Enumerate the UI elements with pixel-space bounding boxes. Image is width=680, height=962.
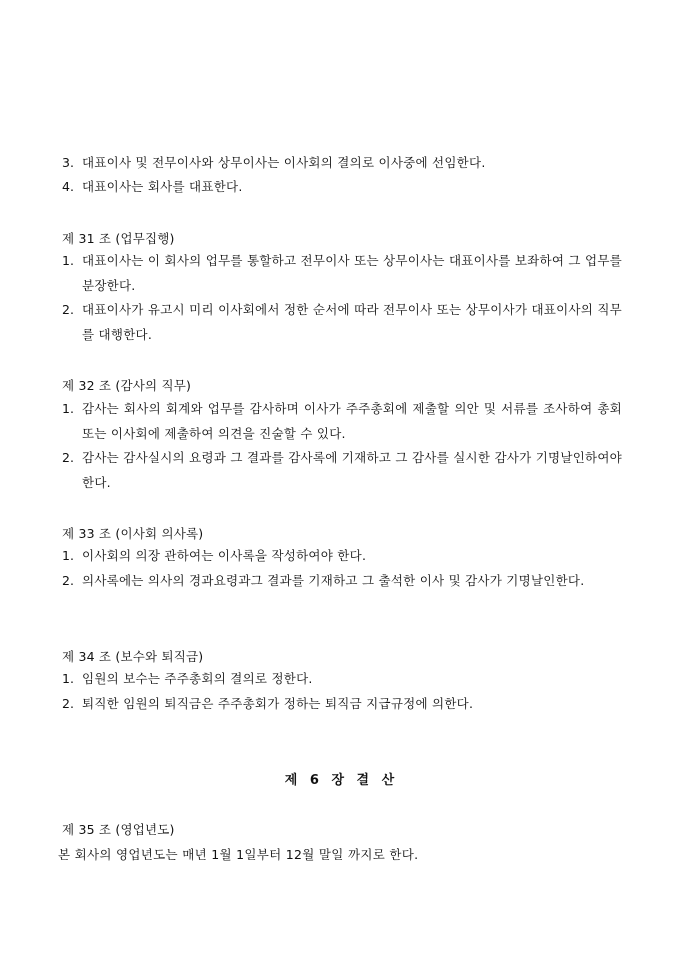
article30-item-4 bbox=[62, 175, 622, 200]
article35-body: 본 회사의 영업년도는 매년 1월 1일부터 12월 말일 까지로 한다. bbox=[58, 847, 419, 862]
item-number: 1. bbox=[62, 401, 74, 416]
article33-item-1 bbox=[62, 544, 622, 569]
article33-heading: 제 33 조 (이사회 의사록) bbox=[62, 526, 204, 541]
article32-item-1 bbox=[62, 397, 622, 446]
article31-item-1 bbox=[62, 249, 622, 298]
article30-item-3 bbox=[62, 151, 622, 176]
article34-heading: 제 34 조 (보수와 퇴직금) bbox=[62, 649, 204, 664]
item-number: 2. bbox=[62, 573, 74, 588]
item-text: 대표이사가 유고시 미리 이사회에서 정한 순서에 따라 전무이사 또는 상무이사가 대표이사의 직무를 대행한다. bbox=[82, 302, 622, 342]
item-text: 의사록에는 의사의 경과요령과그 결과를 기재하고 그 출석한 이사 및 감사가 기명날인한다. bbox=[82, 573, 585, 588]
article34-item-2 bbox=[62, 692, 622, 717]
item-text: 퇴직한 임원의 퇴직금은 주주총회가 정하는 퇴직금 지급규정에 의한다. bbox=[82, 696, 474, 711]
article34-item-1 bbox=[62, 667, 622, 692]
article31-heading: 제 31 조 (업무집행) bbox=[62, 231, 175, 246]
article31-item-2 bbox=[62, 298, 622, 347]
item-number: 4. bbox=[62, 179, 74, 194]
item-number: 1. bbox=[62, 548, 74, 563]
item-number: 1. bbox=[62, 671, 74, 686]
item-number: 2. bbox=[62, 450, 74, 465]
item-number: 2. bbox=[62, 696, 74, 711]
item-number: 2. bbox=[62, 302, 74, 317]
item-text: 임원의 보수는 주주총회의 결의로 정한다. bbox=[82, 671, 313, 686]
item-text: 감사는 회사의 회계와 업무를 감사하며 이사가 주주총회에 제출할 의안 및 서류를 조사하여 총회 또는 이사회에 제출하여 의견을 진술할 수 있다. bbox=[82, 401, 622, 441]
article32-item-2 bbox=[62, 446, 622, 495]
chapter-title: 제 6 장 결 산 bbox=[284, 773, 396, 788]
item-text: 감사는 감사실시의 요령과 그 결과를 감사록에 기재하고 그 감사를 실시한 감사가 기명날인하여야 한다. bbox=[82, 450, 622, 490]
item-text: 대표이사는 회사를 대표한다. bbox=[82, 179, 243, 194]
article33-item-2 bbox=[62, 569, 622, 594]
article32-heading: 제 32 조 (감사의 직무) bbox=[62, 378, 192, 393]
item-text: 대표이사는 이 회사의 업무를 통할하고 전무이사 또는 상무이사는 대표이사를 보좌하여 그 업무를 분장한다. bbox=[82, 253, 622, 293]
article35-heading: 제 35 조 (영업년도) bbox=[62, 822, 175, 837]
item-text: 대표이사 및 전무이사와 상무이사는 이사회의 결의로 이사중에 선임한다. bbox=[82, 155, 486, 170]
item-number: 3. bbox=[62, 155, 74, 170]
item-number: 1. bbox=[62, 253, 74, 268]
item-text: 이사회의 의장 관하여는 이사록을 작성하여야 한다. bbox=[82, 548, 367, 563]
